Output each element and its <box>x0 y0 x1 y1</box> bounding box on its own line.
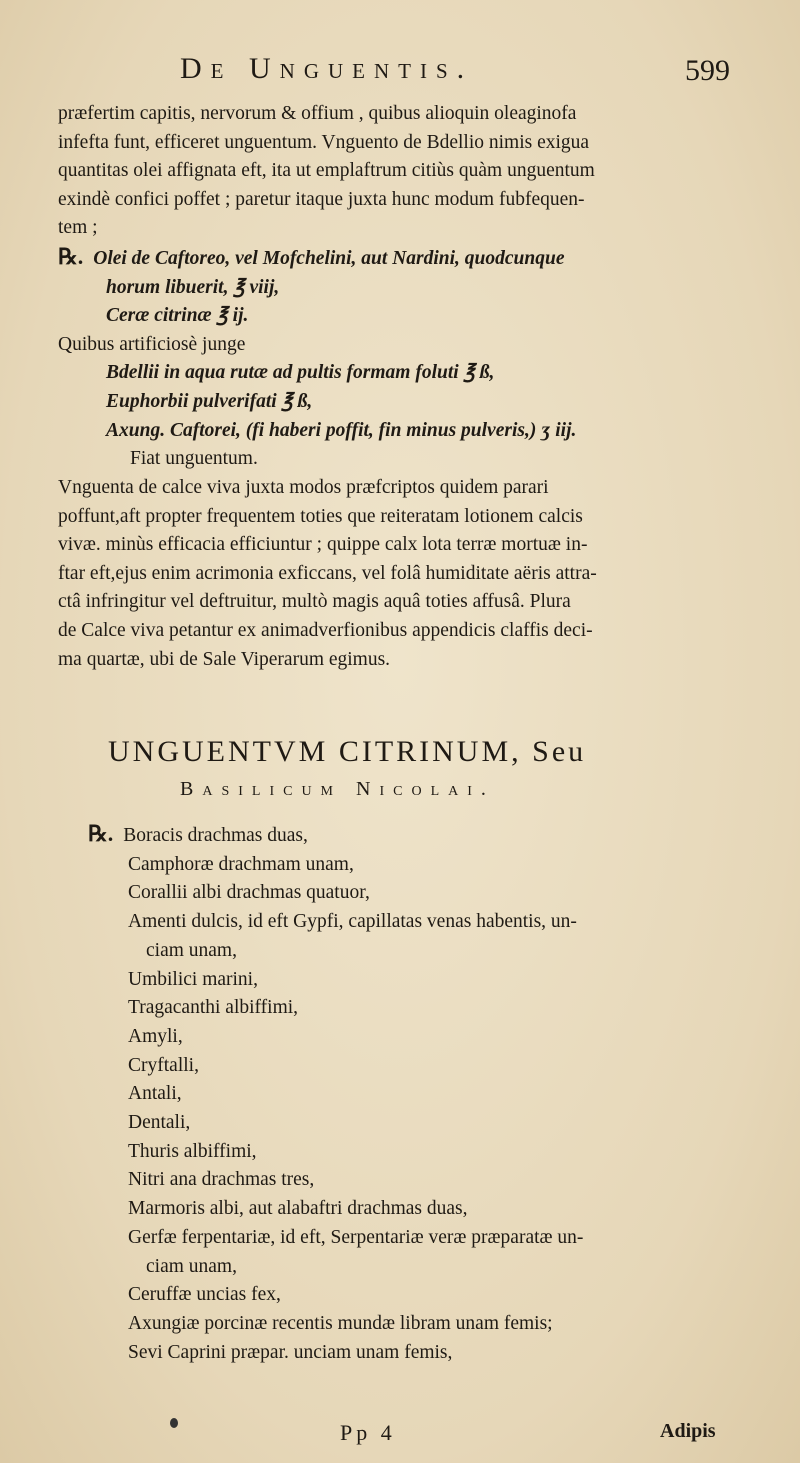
recipe-line: Ceræ citrinæ ℥ ij. <box>106 305 249 327</box>
signature-mark: Pp 4 <box>340 1420 396 1445</box>
paragraph-1 <box>58 100 738 243</box>
text-line: ma quartæ, ubi de Sale Viperarum egimus. <box>58 648 391 670</box>
ingredient-line: Corallii albi drachmas quatuor, <box>128 882 370 904</box>
recipe-1 <box>58 243 738 474</box>
text-line: ftar eft,ejus enim acrimonia exficcans, vel folâ humiditate aëris attra- <box>58 562 597 584</box>
text-line: præfertim capitis, nervorum & offium , quibus alioquin oleaginofa <box>58 103 577 124</box>
recipe-line: horum libuerit, ℥ viij, <box>106 276 280 298</box>
text-line: poffunt,aft propter frequentem toties que reiteratam lotionem calcis <box>58 505 583 527</box>
text-line: vivæ. minùs efficacia efficiuntur ; quippe calx lota terræ mortuæ in- <box>58 534 588 556</box>
ingredient-line: Sevi Caprini præpar. unciam unam femis, <box>128 1341 453 1363</box>
running-head: De Unguentis. <box>180 52 474 85</box>
recipe-line: Axung. Caftorei, (fi haberi poffit, fin minus pulveris,) ʒ iij. <box>106 419 577 441</box>
ingredient-line: ℞. Boracis drachmas duas, <box>88 821 308 846</box>
page-header <box>60 52 730 92</box>
ingredient-line: Cryftalli, <box>128 1054 199 1076</box>
ingredient-line: ciam unam, <box>146 939 237 961</box>
ingredient-line: ciam unam, <box>146 1255 237 1277</box>
ingredient-line: Ceruffæ uncias fex, <box>128 1284 281 1306</box>
ingredient-line: Thuris albiffimi, <box>128 1140 257 1162</box>
text-line: tem ; <box>58 217 98 239</box>
text-line: Vnguenta de calce viva juxta modos præfcriptos quidem parari <box>58 477 549 498</box>
text-line: exindè confici poffet ; paretur itaque juxta hunc modum fubfequen- <box>58 188 585 210</box>
ingredient-line: Antali, <box>128 1083 182 1105</box>
paragraph-2 <box>58 474 738 674</box>
ink-spot <box>170 1418 178 1428</box>
ingredient-line: Gerfæ ferpentariæ, id eft, Serpentariæ veræ præparatæ un- <box>128 1226 584 1248</box>
text-line: infefta funt, efficeret unguentum. Vnguento de Bdellio nimis exigua <box>58 131 590 153</box>
ingredient-line: Camphoræ drachmam unam, <box>128 853 354 875</box>
text-line: ctâ infringitur vel deftruitur, multò magis aquâ toties affusâ. Plura <box>58 591 571 613</box>
ingredient-line: Axungiæ porcinæ recentis mundæ libram unam femis; <box>128 1312 553 1334</box>
ingredient-line: Amenti dulcis, id eft Gypfi, capillatas venas habentis, un- <box>128 911 577 933</box>
recipe-line: Bdellii in aqua rutæ ad pultis formam foluti ℥ ß, <box>106 362 495 384</box>
recipe-2 <box>88 820 738 1367</box>
ingredient-line: Marmoris albi, aut alabaftri drachmas duas, <box>128 1198 468 1220</box>
recipe-line: Euphorbii pulverifati ℥ ß, <box>106 390 313 412</box>
text-line: quantitas olei affignata eft, ita ut emplaftrum citiùs quàm unguentum <box>58 160 595 182</box>
ingredient-line: Nitri ana drachmas tres, <box>128 1169 315 1191</box>
recipe-symbol: ℞. <box>58 244 84 269</box>
recipe-join: Quibus artificiosè junge <box>58 333 246 355</box>
recipe-line: ℞. Olei de Caftoreo, vel Mofchelini, aut Nardini, quodcunque <box>58 244 565 269</box>
ingredient-line: Dentali, <box>128 1112 191 1134</box>
text-line: de Calce viva petantur ex animadverfionibus appendicis claffis deci- <box>58 619 593 641</box>
page-number: 599 <box>685 54 730 87</box>
ingredient-line: Umbilici marini, <box>128 968 258 990</box>
ingredient-line: Tragacanthi albiffimi, <box>128 997 299 1019</box>
page-footer <box>0 1420 800 1450</box>
catchword: Adipis <box>660 1420 716 1442</box>
recipe-symbol: ℞. <box>88 821 114 846</box>
ingredient-line: Amyli, <box>128 1025 183 1047</box>
section-subtitle: Basilicum Nicolai. <box>180 778 495 800</box>
recipe-fiat: Fiat unguentum. <box>130 448 258 470</box>
section-title: UNGUENTVM CITRINUM, Seu <box>108 735 587 768</box>
